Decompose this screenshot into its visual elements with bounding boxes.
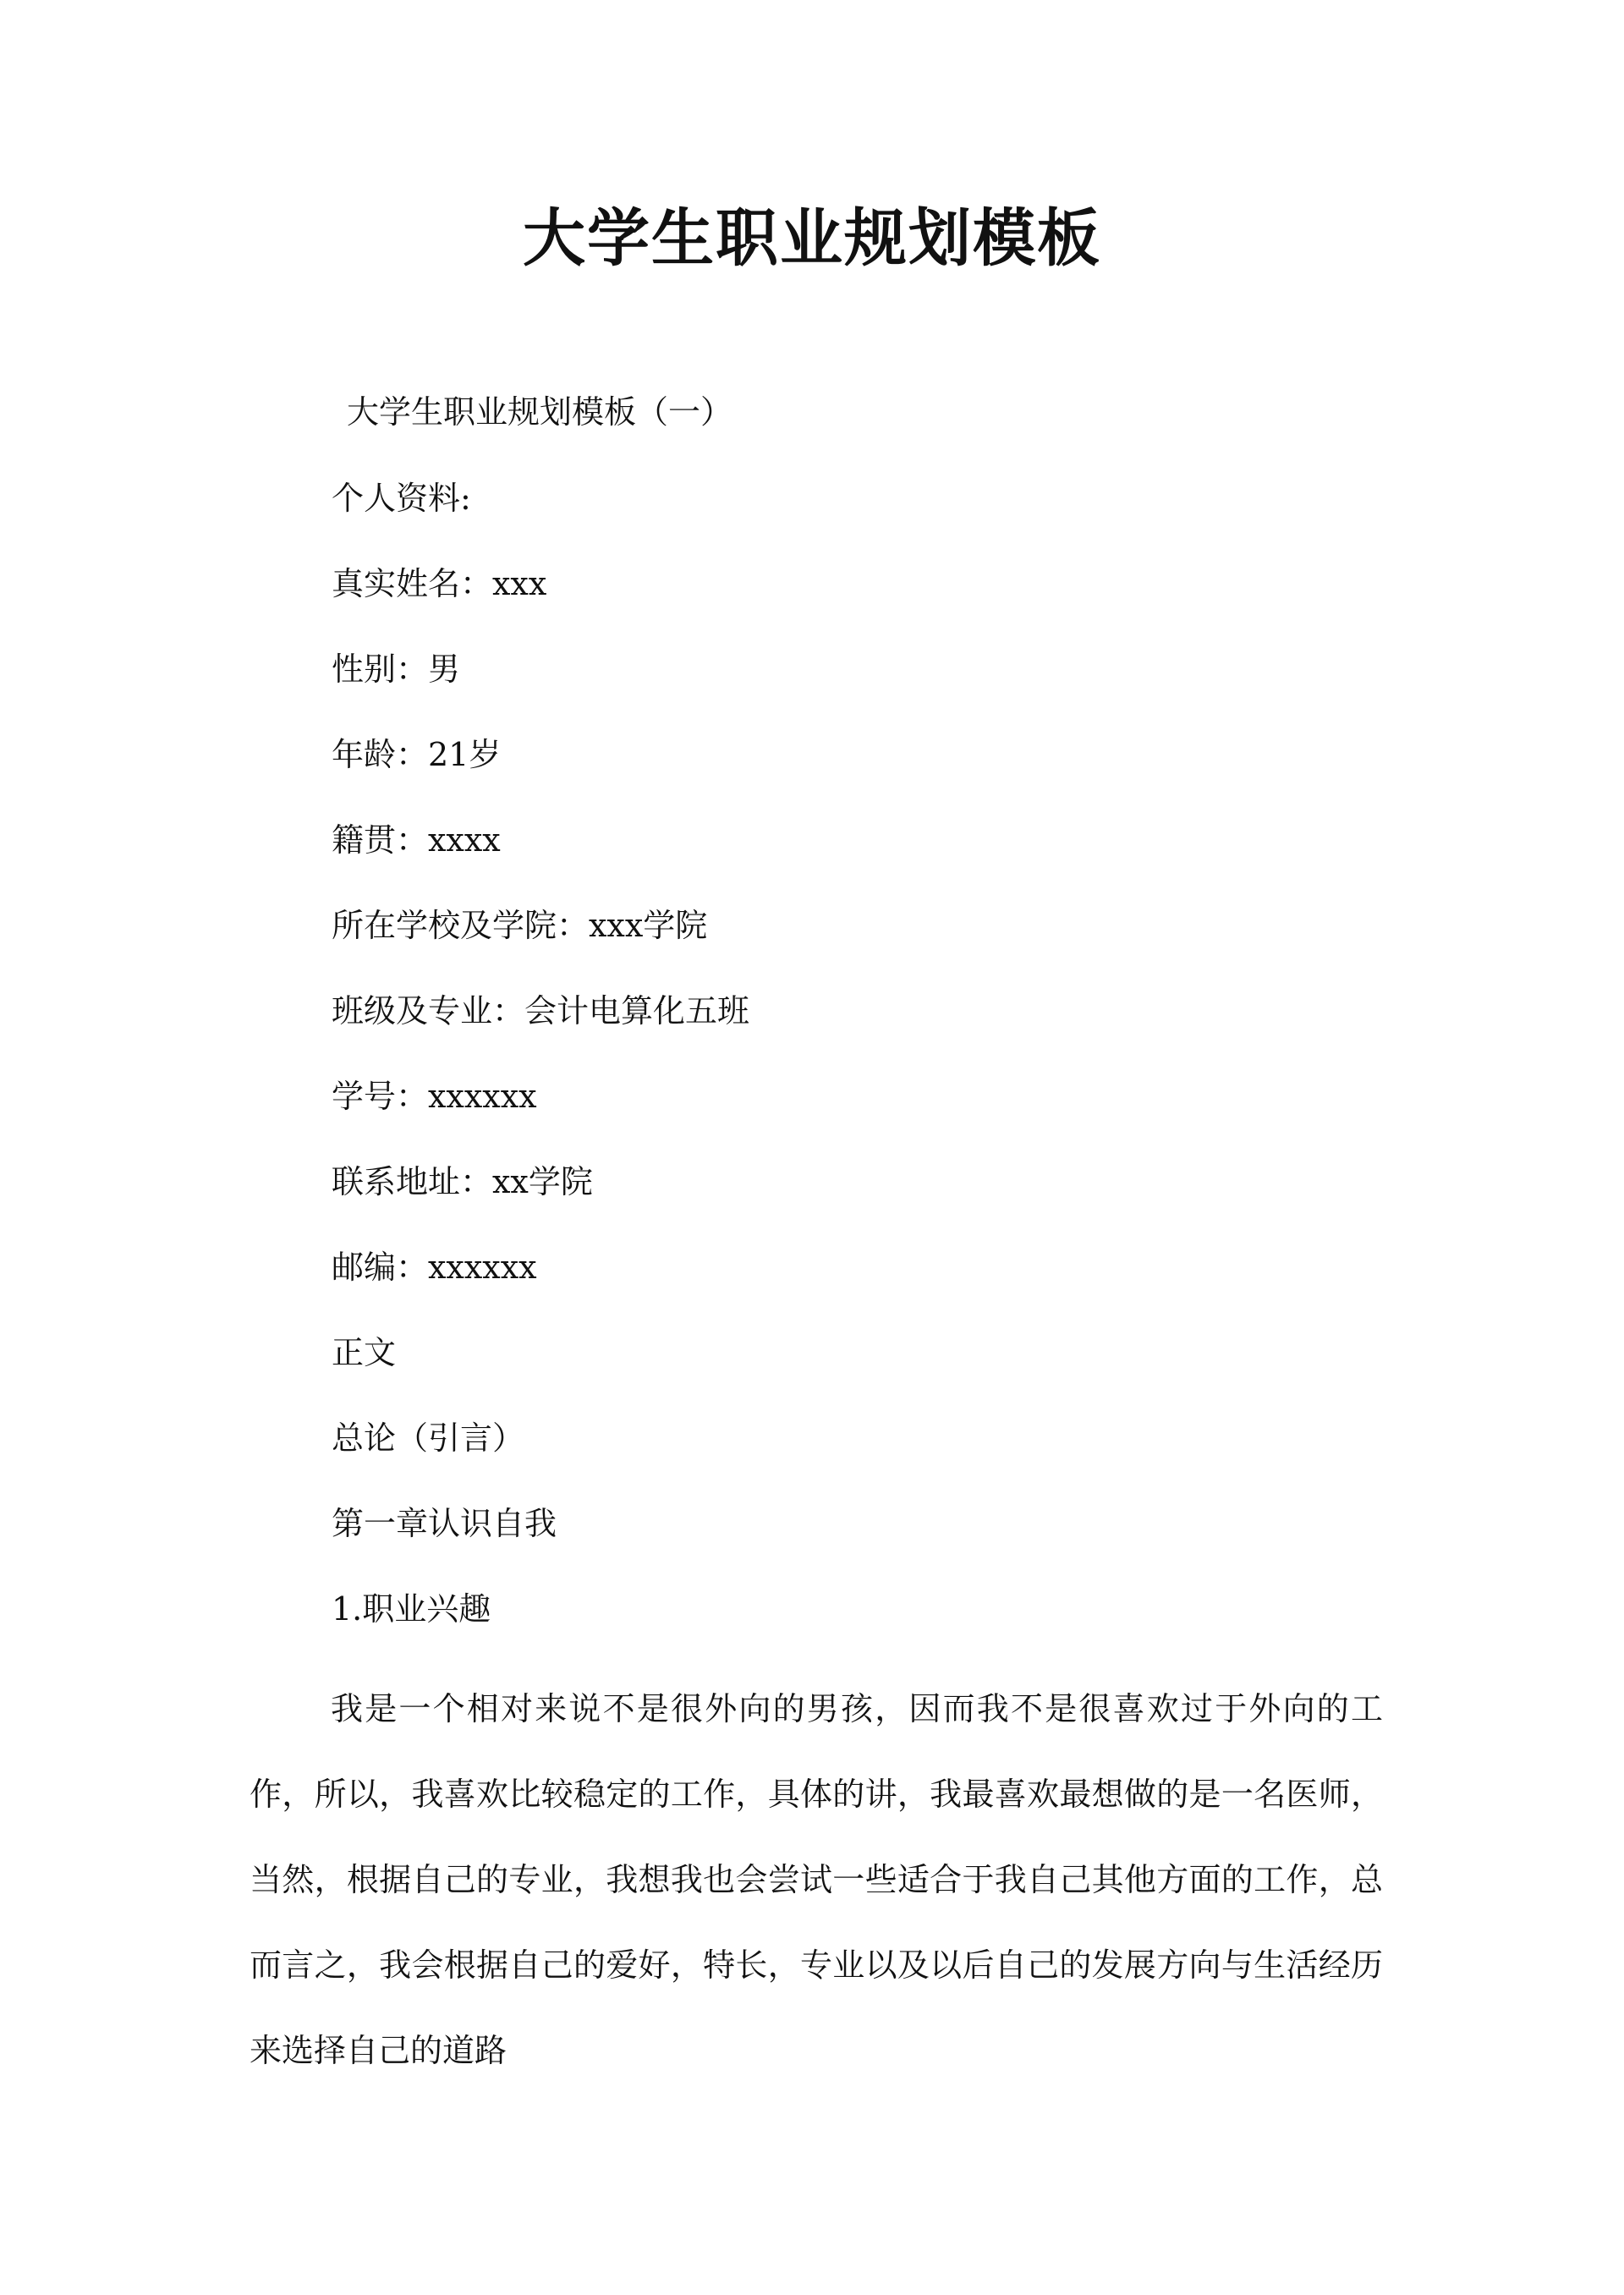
section-subtitle: 大学生职业规划模板（一） <box>347 393 733 431</box>
heading-chapter-one: 第一章认识自我 <box>332 1505 557 1542</box>
document-title: 大学生职业规划模板 <box>523 202 1101 275</box>
body-paragraph: 我是一个相对来说不是很外向的男孩，因而我不是很喜欢过于外向的工作，所以，我喜欢比较稳定的工作，具体的讲，我最喜欢最想做的是一名医师，当然，根据自己的专业，我想我也会尝试一些适合于我自己其他方面的工作，总而言之，我会根据自己的爱好，特长，专业以及以后自己的发展方向与生活经历来选择自己的道路 <box>250 1690 1383 2069</box>
field-student-id: 学号：xxxxxx <box>332 1078 537 1115</box>
field-age: 年龄：21岁 <box>332 736 502 773</box>
heading-personal-info: 个人资料: <box>332 480 471 517</box>
field-address: 联系地址：xx学院 <box>332 1163 593 1200</box>
field-real-name: 真实姓名：xxx <box>332 565 547 602</box>
heading-career-interest: 1.职业兴趣 <box>332 1590 491 1628</box>
field-school: 所在学校及学院：xxx学院 <box>332 907 708 944</box>
field-gender: 性别：男 <box>332 651 461 688</box>
field-postcode: 邮编：xxxxxx <box>332 1249 537 1286</box>
heading-main-text: 正文 <box>332 1334 397 1371</box>
heading-introduction: 总论（引言） <box>332 1419 525 1457</box>
field-class-major: 班级及专业：会计电算化五班 <box>332 992 750 1029</box>
field-native-place: 籍贯：xxxx <box>332 821 501 859</box>
